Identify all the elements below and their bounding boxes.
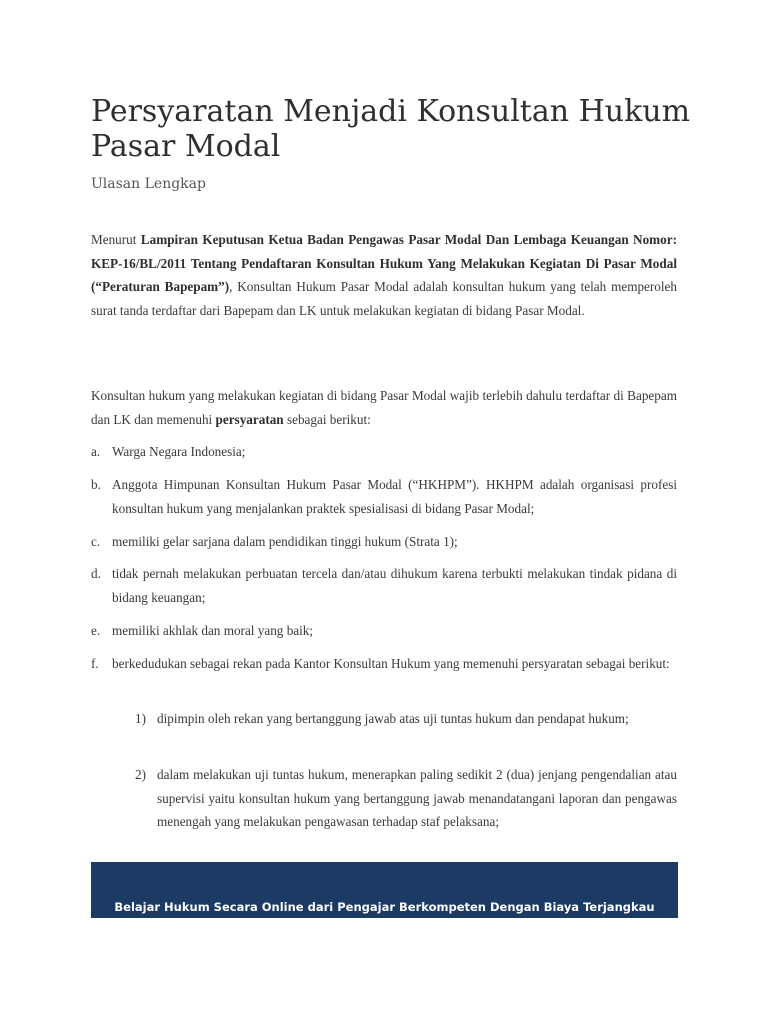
promo-banner[interactable] (91, 862, 678, 918)
sub-list-marker: 2) (135, 767, 146, 782)
list-item-text: Anggota Himpunan Konsultan Hukum Pasar Modal (“HKHPM”). HKHPM adalah organisasi profesi konsultan hukum yang menjalankan praktek spesialisasi di bidang Pasar Modal; (112, 477, 677, 516)
sub-list-item-text: dalam melakukan uji tuntas hukum, menerapkan paling sedikit 2 (dua) jenjang pengendalian atau supervisi yaitu konsultan hukum yang bertanggung jawab menandatangani laporan dan pengawas menengah yang melakukan pengawasan terhadap staf pelaksana; (157, 767, 677, 829)
intro-rest: , Konsultan Hukum Pasar Modal adalah konsultan hukum yang telah memperoleh surat tanda terdaftar dari Bapepam dan LK untuk melakukan kegiatan di bidang Pasar Modal. (91, 279, 677, 318)
page-subtitle: Ulasan Lengkap (91, 176, 206, 192)
list-item (91, 562, 677, 609)
list-item (91, 473, 677, 520)
sub-list-item (135, 763, 677, 834)
list-item (91, 619, 677, 643)
intro-lead: Menurut (91, 232, 141, 247)
promo-banner-text: Belajar Hukum Secara Online dari Pengajar Berkompeten Dengan Biaya Terjangkau (114, 900, 655, 914)
list-item (91, 652, 677, 676)
regulation-reference: Lampiran Keputusan Ketua Badan Pengawas Pasar Modal Dan Lembaga Keuangan Nomor: KEP-16/BL/2011 Tentang Pendaftaran Konsultan Hukum Yang Melakukan Kegiatan Di Pasar Modal (“Peraturan Bapepam”) (91, 232, 677, 294)
list-item-text: memiliki akhlak dan moral yang baik; (112, 623, 314, 638)
list-marker: b. (91, 477, 101, 492)
sub-list-marker: 1) (135, 711, 146, 726)
page-title: Persyaratan Menjadi Konsultan Hukum Pasar Modal (91, 94, 691, 164)
requirements-intro-paragraph (91, 384, 677, 431)
list-marker: d. (91, 566, 101, 581)
list-marker: c. (91, 534, 101, 549)
list-marker: f. (91, 656, 99, 671)
list-item-text: tidak pernah melakukan perbuatan tercela dan/atau dihukum karena terbukti melakukan tindak pidana di bidang keuangan; (112, 566, 677, 605)
list-item-text: berkedudukan sebagai rekan pada Kantor Konsultan Hukum yang memenuhi persyaratan sebagai berikut: (112, 656, 670, 671)
sub-list-item-text: dipimpin oleh rekan yang bertanggung jawab atas uji tuntas hukum dan pendapat hukum; (157, 711, 629, 726)
sub-list-item (135, 707, 677, 731)
intro-paragraph (91, 228, 677, 322)
para2-rest: sebagai berikut: (283, 411, 371, 427)
list-item (91, 440, 677, 464)
list-item-text: Warga Negara Indonesia; (112, 444, 246, 459)
list-marker: a. (91, 444, 101, 459)
list-item (91, 530, 677, 554)
list-item-text: memiliki gelar sarjana dalam pendidikan tinggi hukum (Strata 1); (112, 534, 458, 549)
para2-lead: Konsultan hukum yang melakukan kegiatan di bidang Pasar Modal wajib terlebih dahulu terdaftar di Bapepam dan LK dan memenuhi (91, 388, 677, 427)
para2-bold: persyaratan (215, 411, 284, 427)
list-marker: e. (91, 623, 101, 638)
